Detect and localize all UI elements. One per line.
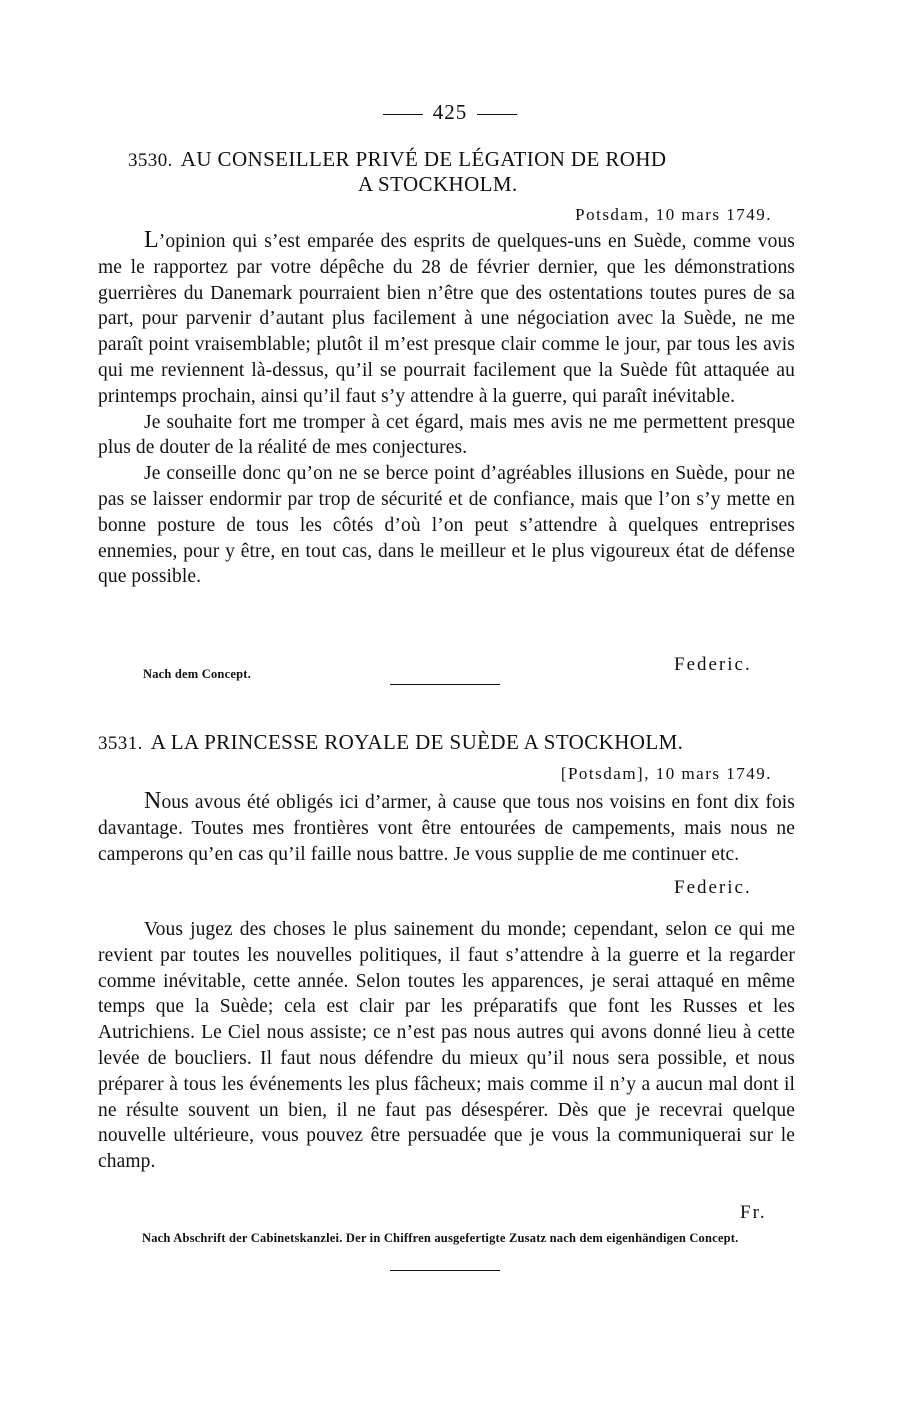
letter-3530-heading: [128, 147, 798, 172]
letter-3531-paragraph-2: Vous jugez des choses le plus sainement du monde; cependant, selon ce qui me revient par toutes les nouvelles politiques, il faut s’attendre à la guerre et la regarder comme inévitable, cette année. Selon toutes les apparences, je serai attaqué en même temps que la Suède; cela est clair par les préparatifs que font les Russes et les Autrichiens. Le Ciel nous assiste; ce n’est pas nous autres qui avons donné lieu à cette levée de boucliers. Il faut nous défendre du mieux qu’il nous sera possible, et nous préparer à tous les événements les plus fâcheux; mais comme il n’y a aucun mal dont il ne résulte souvent un bien, il ne faut pas désespérer. Dès que je recevrai quelque nouvelle ultérieure, vous pouvez être persuadée que je vous la communiquerai sur le champ.: [98, 919, 795, 1173]
letter-3530-dateline: Potsdam, 10 mars 1749.: [575, 205, 772, 224]
letter-3530-paragraph-1-text: ’opinion qui s’est emparée des esprits de quelques-uns en Suède, comme vous me le rapportez par votre dépêche du 28 de février dernier, que les démonstrations guerrières du Danemark pourraient bien n’être que des ostentations toutes pures de sa part, pour parvenir d’autant plus facilement à une négociation avec la Suède, ne me paraît point vraisemblable; plutôt il m’est presque clair comme le jour, par tous les avis qui me reviennent là-dessus, qu’il se pourrait facilement que la Suède fût attaquée au printemps prochain, ainsi qu’il faut s’y attendre à la guerre, qui paraît inévitable.: [98, 231, 795, 407]
letter-3531-number: 3531.: [98, 733, 143, 754]
letter-3531-paragraph-1: [98, 789, 795, 867]
letter-3531-body-2: [98, 917, 795, 1175]
letter-3530-heading-line1: AU CONSEILLER PRIVÉ DE LÉGATION DE ROHD: [180, 147, 667, 171]
letter-3531-dateline: [Potsdam], 10 mars 1749.: [560, 764, 772, 783]
page-number: [0, 100, 900, 125]
letter-3530-heading-line2: A STOCKHOLM.: [358, 172, 518, 196]
page-number-value: 425: [432, 100, 468, 124]
letter-3531-signature: Federic.: [674, 877, 752, 898]
letter-3531-heading: [98, 730, 683, 755]
letter-3530-body: [98, 228, 795, 590]
section-divider-2: [390, 1270, 500, 1271]
page-number-dash-right: [477, 114, 517, 115]
letter-3530-paragraph-2: Je souhaite fort me tromper à cet égard, mais mes avis ne me permettent presque plus de douter de la réalité de mes conjectures.: [98, 411, 795, 459]
letter-3530-paragraph-1: [98, 228, 795, 410]
page-number-dash-left: [383, 114, 423, 115]
letter-3531-signature-2: Fr.: [740, 1202, 767, 1223]
letter-3531-body-1: [98, 789, 795, 867]
letter-3530-number: 3530.: [128, 150, 173, 171]
section-divider-1: [390, 684, 500, 685]
letter-3530-signature: Federic.: [674, 654, 752, 675]
letter-3531-source-note: Nach Abschrift der Cabinetskanzlei. Der in Chiffren ausgefertigte Zusatz nach dem eigenhändigen Concept.: [142, 1231, 739, 1245]
letter-3530-paragraph-3: Je conseille donc qu’on ne se berce point d’agréables illusions en Suède, pour ne pas se laisser endormir par trop de sécurité et de confiance, mais que l’on s’y mette en bonne posture de tous les côtés d’où l’on peut s’attendre à quelques entreprises ennemies, pour y être, en tout cas, dans le meilleur et le plus vigoureux état de défense que possible.: [98, 463, 795, 588]
letter-3531-heading-text: A LA PRINCESSE ROYALE DE SUÈDE A STOCKHOLM.: [150, 730, 684, 754]
letter-3530-initial: L: [144, 227, 159, 253]
letter-3530-source-note: Nach dem Concept.: [143, 667, 251, 681]
letter-3531-initial: N: [144, 788, 162, 814]
letter-3531-paragraph-1-text: ous avous été obligés ici d’armer, à cause que tous nos voisins en font dix fois davantage. Toutes mes frontières vont être entourées de campements, mais nous ne camperons qu’en cas qu’il faille nous battre. Je vous supplie de me continuer etc.: [98, 792, 795, 865]
